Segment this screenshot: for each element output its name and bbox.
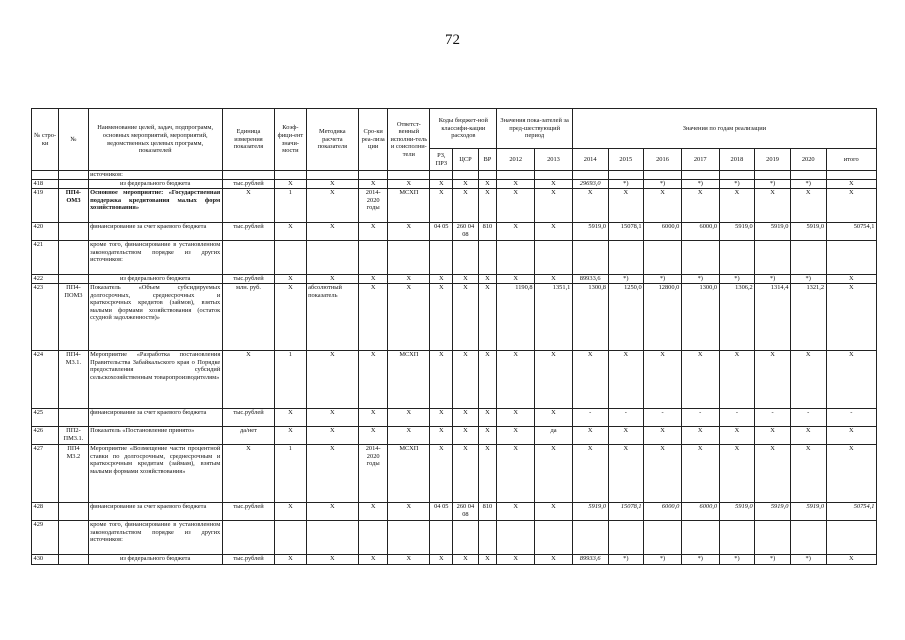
row-2016: -: [644, 409, 682, 427]
header-code: №: [59, 109, 88, 171]
row-2017: 1300,0: [681, 284, 719, 351]
row-2018: *): [719, 555, 755, 565]
row-2015: *): [608, 275, 644, 284]
row-name: финансирование за счет краевого бюджета: [88, 503, 222, 521]
row-method: X: [306, 555, 358, 565]
row-2014: 5919,0: [572, 223, 608, 241]
row-2020: X: [790, 445, 826, 503]
header-2019: 2019: [755, 149, 791, 171]
row-2015: *): [608, 555, 644, 565]
row-code: ПП4-ПОМ3: [59, 284, 88, 351]
row-2016: *): [644, 275, 682, 284]
row-2019: 5919,0: [755, 223, 791, 241]
page-number: 72: [445, 32, 460, 48]
row-coef: X: [275, 503, 306, 521]
row-resp: МСХП: [388, 445, 430, 503]
row-method: X: [306, 223, 358, 241]
row-2012: 1190,8: [497, 284, 535, 351]
row-csr: X: [453, 180, 478, 189]
row-csr: 260 04 08: [453, 223, 478, 241]
row-2015: X: [608, 445, 644, 503]
row-term: X: [359, 555, 388, 565]
row-rz: 04 05: [430, 223, 453, 241]
row-coef: 1: [275, 445, 306, 503]
row-method: абсолютный показатель: [306, 284, 358, 351]
row-vr: X: [478, 351, 497, 409]
row-number: 420: [32, 223, 59, 241]
row-unit: X: [222, 189, 274, 223]
row-2012: X: [497, 555, 535, 565]
row-name: финансирование за счет краевого бюджета: [88, 409, 222, 427]
row-name: из федерального бюджета: [88, 555, 222, 565]
row-2017: X: [681, 351, 719, 409]
row-csr: X: [453, 275, 478, 284]
row-2018: *): [719, 180, 755, 189]
row-2020: 5919,0: [790, 503, 826, 521]
row-code: ПП4-ОМ3: [59, 189, 88, 223]
table-header: [32, 109, 877, 171]
row-resp: X: [388, 275, 430, 284]
row-2018: 1306,2: [719, 284, 755, 351]
row-vr: X: [478, 427, 497, 445]
row-2012: X: [497, 503, 535, 521]
row-2016: 6000,0: [644, 503, 682, 521]
header-total: итого: [826, 149, 876, 171]
row-csr: X: [453, 427, 478, 445]
row-unit: тыс.рублей: [222, 180, 274, 189]
row-name: кроме того, финансирование в установленном законодательством порядке из других источников:: [88, 521, 222, 555]
row-2012: X: [497, 445, 535, 503]
row-coef: X: [275, 409, 306, 427]
row-2019: X: [755, 189, 791, 223]
row-csr: 260 04 08: [453, 503, 478, 521]
row-term: X: [359, 223, 388, 241]
row-2018: X: [719, 427, 755, 445]
row-unit: тыс.рублей: [222, 223, 274, 241]
row-csr: X: [453, 445, 478, 503]
row-vr: X: [478, 284, 497, 351]
table-row: [32, 223, 877, 241]
row-2016: *): [644, 180, 682, 189]
row-rz: X: [430, 351, 453, 409]
row-2012: X: [497, 189, 535, 223]
row-term: X: [359, 503, 388, 521]
header-by-years: Значения по годам реализации: [572, 109, 876, 149]
header-2012: 2012: [497, 149, 535, 171]
table-row: [32, 521, 877, 555]
row-resp: X: [388, 503, 430, 521]
header-row-no: № стро-ки: [32, 109, 59, 171]
row-number: 426: [32, 427, 59, 445]
row-total: X: [826, 284, 876, 351]
row-2020: *): [790, 275, 826, 284]
row-name: из федерального бюджета: [88, 275, 222, 284]
row-resp: X: [388, 284, 430, 351]
row-coef: X: [275, 223, 306, 241]
row-2016: 6000,0: [644, 223, 682, 241]
header-rz: РЗ, ПРЗ: [430, 149, 453, 171]
row-method: X: [306, 180, 358, 189]
row-resp: X: [388, 555, 430, 565]
row-2015: *): [608, 180, 644, 189]
row-2019: *): [755, 275, 791, 284]
row-2020: X: [790, 189, 826, 223]
header-2013: 2013: [535, 149, 573, 171]
row-coef: X: [275, 555, 306, 565]
row-2015: X: [608, 189, 644, 223]
table-row: [32, 351, 877, 409]
row-method: X: [306, 351, 358, 409]
row-name: финансирование за счет краевого бюджета: [88, 223, 222, 241]
row-2013: X: [535, 189, 573, 223]
row-number: 422: [32, 275, 59, 284]
row-unit: X: [222, 351, 274, 409]
row-total: 50754,1: [826, 503, 876, 521]
row-2016: X: [644, 351, 682, 409]
row-2014: X: [572, 351, 608, 409]
row-total: 50754,1: [826, 223, 876, 241]
row-unit: да/нет: [222, 427, 274, 445]
row-unit: тыс.рублей: [222, 503, 274, 521]
row-resp: МСХП: [388, 351, 430, 409]
row-code: ПП2-ПМ3.1.: [59, 427, 88, 445]
row-name: источников:: [88, 171, 222, 180]
row-2019: 1314,4: [755, 284, 791, 351]
header-2017: 2017: [681, 149, 719, 171]
row-term: X: [359, 351, 388, 409]
row-method: X: [306, 445, 358, 503]
row-total: X: [826, 189, 876, 223]
row-2013: да: [535, 427, 573, 445]
row-number: 425: [32, 409, 59, 427]
row-2018: *): [719, 275, 755, 284]
row-2019: X: [755, 427, 791, 445]
row-unit: млн. руб.: [222, 284, 274, 351]
row-number: 430: [32, 555, 59, 565]
row-2014: 29693,0: [572, 180, 608, 189]
table-row: [32, 189, 877, 223]
row-2015: 15078,1: [608, 503, 644, 521]
row-2013: X: [535, 503, 573, 521]
row-resp: X: [388, 223, 430, 241]
row-name: Показатель «Постановление принято»: [88, 427, 222, 445]
row-2014: 89933,6: [572, 555, 608, 565]
table-row: [32, 427, 877, 445]
row-2013: X: [535, 180, 573, 189]
row-2018: X: [719, 189, 755, 223]
row-coef: X: [275, 427, 306, 445]
row-2014: X: [572, 427, 608, 445]
row-2015: X: [608, 427, 644, 445]
row-number: 421: [32, 241, 59, 275]
row-number: 428: [32, 503, 59, 521]
row-2017: X: [681, 189, 719, 223]
row-2017: X: [681, 427, 719, 445]
row-number: 427: [32, 445, 59, 503]
row-2012: X: [497, 409, 535, 427]
header-csr: ЦСР: [453, 149, 478, 171]
row-2015: 15078,1: [608, 223, 644, 241]
row-2020: X: [790, 351, 826, 409]
row-2014: 5919,0: [572, 503, 608, 521]
row-resp: X: [388, 180, 430, 189]
row-unit: тыс.рублей: [222, 275, 274, 284]
row-term: X: [359, 409, 388, 427]
row-total: X: [826, 555, 876, 565]
row-resp: X: [388, 427, 430, 445]
row-2020: 5919,0: [790, 223, 826, 241]
header-2016: 2016: [644, 149, 682, 171]
header-coef: Коэф-фици-ент значи-мости: [275, 109, 306, 171]
row-number: 418: [32, 180, 59, 189]
row-rz: X: [430, 409, 453, 427]
row-term: X: [359, 427, 388, 445]
row-method: X: [306, 427, 358, 445]
row-term: 2014-2020 годы: [359, 445, 388, 503]
table-row: [32, 409, 877, 427]
row-code: ПП4-М3.1.: [59, 351, 88, 409]
row-unit: тыс.рублей: [222, 409, 274, 427]
row-term: 2014-2020 годы: [359, 189, 388, 223]
row-2018: -: [719, 409, 755, 427]
row-2014: X: [572, 189, 608, 223]
row-total: X: [826, 351, 876, 409]
row-csr: X: [453, 409, 478, 427]
row-rz: X: [430, 189, 453, 223]
row-name: Основное мероприятие: «Государственная поддержка кредитования малых форм хозяйствования»: [88, 189, 222, 223]
header-method: Методика расчета показателя: [306, 109, 358, 171]
table-row: [32, 284, 877, 351]
table-row: [32, 445, 877, 503]
row-2012: X: [497, 351, 535, 409]
row-number: 429: [32, 521, 59, 555]
row-2016: X: [644, 427, 682, 445]
row-2014: -: [572, 409, 608, 427]
row-2019: *): [755, 180, 791, 189]
row-rz: X: [430, 284, 453, 351]
row-csr: X: [453, 351, 478, 409]
row-coef: 1: [275, 351, 306, 409]
row-total: X: [826, 180, 876, 189]
table-row: [32, 180, 877, 189]
header-term: Сро-ки реа-лиза ции: [359, 109, 388, 171]
row-rz: X: [430, 180, 453, 189]
row-2020: X: [790, 427, 826, 445]
row-method: X: [306, 275, 358, 284]
row-2018: X: [719, 351, 755, 409]
row-vr: X: [478, 555, 497, 565]
row-vr: X: [478, 180, 497, 189]
row-rz: X: [430, 555, 453, 565]
row-rz: X: [430, 445, 453, 503]
row-2014: X: [572, 445, 608, 503]
row-code: ПП4 М3.2: [59, 445, 88, 503]
row-2014: 89933,6: [572, 275, 608, 284]
table-row: [32, 171, 877, 180]
row-2013: X: [535, 351, 573, 409]
row-name: из федерального бюджета: [88, 180, 222, 189]
program-table: [31, 108, 877, 565]
row-number: 419: [32, 189, 59, 223]
row-total: X: [826, 275, 876, 284]
header-resp: Ответст-венный исполни-тель и соисполни-тели: [388, 109, 430, 171]
row-rz: X: [430, 275, 453, 284]
row-2020: *): [790, 555, 826, 565]
header-2020: 2020: [790, 149, 826, 171]
row-coef: X: [275, 284, 306, 351]
row-name: Мероприятие «Возмещение части процентной ставки по долгосрочным, среднесрочным и краткосрочным кредитам (займам), взятым малыми формами хозяйствования»: [88, 445, 222, 503]
row-2012: X: [497, 223, 535, 241]
row-2013: X: [535, 555, 573, 565]
row-2013: X: [535, 409, 573, 427]
row-vr: X: [478, 409, 497, 427]
row-name: Показатель «Объем субсидируемых долгосрочных, среднесрочных и краткосрочных кредитов (займов), взятых малыми формами хозяйствования (остаток ссудной задолженности)»: [88, 284, 222, 351]
row-2019: -: [755, 409, 791, 427]
row-term: X: [359, 180, 388, 189]
row-2018: 5919,0: [719, 223, 755, 241]
row-method: X: [306, 409, 358, 427]
row-vr: X: [478, 445, 497, 503]
row-resp: МСХП: [388, 189, 430, 223]
row-vr: X: [478, 275, 497, 284]
row-2017: 6000,0: [681, 503, 719, 521]
row-2020: 1321,2: [790, 284, 826, 351]
row-coef: 1: [275, 189, 306, 223]
table-row: [32, 275, 877, 284]
row-2014: 1300,8: [572, 284, 608, 351]
table-row: [32, 241, 877, 275]
row-2020: -: [790, 409, 826, 427]
header-2015: 2015: [608, 149, 644, 171]
row-vr: 810: [478, 503, 497, 521]
row-rz: 04 05: [430, 503, 453, 521]
row-2018: 5919,0: [719, 503, 755, 521]
row-total: X: [826, 427, 876, 445]
header-unit: Единица измерения показателя: [222, 109, 274, 171]
row-number: 424: [32, 351, 59, 409]
row-vr: 810: [478, 223, 497, 241]
row-term: X: [359, 284, 388, 351]
header-2014: 2014: [572, 149, 608, 171]
row-resp: X: [388, 409, 430, 427]
row-vr: X: [478, 189, 497, 223]
row-csr: X: [453, 284, 478, 351]
row-name: кроме того, финансирование в установленном законодательством порядке из других источников:: [88, 241, 222, 275]
row-csr: X: [453, 555, 478, 565]
row-name: Мероприятие «Разработка постановления Правительства Забайкальского края о Порядке предоставления субсидий сельскохозяйственным товаропроизводителям»: [88, 351, 222, 409]
row-2016: X: [644, 189, 682, 223]
row-2019: X: [755, 351, 791, 409]
header-vr: ВР: [478, 149, 497, 171]
row-2016: *): [644, 555, 682, 565]
row-2017: 6000,0: [681, 223, 719, 241]
row-method: X: [306, 503, 358, 521]
row-coef: X: [275, 275, 306, 284]
row-2017: *): [681, 275, 719, 284]
row-csr: X: [453, 189, 478, 223]
header-budget-codes: Коды бюджет-ной классифи-кации расходов: [430, 109, 497, 149]
row-2015: X: [608, 351, 644, 409]
row-2019: X: [755, 445, 791, 503]
row-2019: *): [755, 555, 791, 565]
row-2017: *): [681, 555, 719, 565]
row-total: X: [826, 445, 876, 503]
row-2017: X: [681, 445, 719, 503]
row-2020: *): [790, 180, 826, 189]
row-unit: тыс.рублей: [222, 555, 274, 565]
row-2018: X: [719, 445, 755, 503]
row-2012: X: [497, 180, 535, 189]
row-2017: -: [681, 409, 719, 427]
table-row: [32, 503, 877, 521]
header-2018: 2018: [719, 149, 755, 171]
row-method: X: [306, 189, 358, 223]
row-2013: 1351,1: [535, 284, 573, 351]
table-row: [32, 555, 877, 565]
row-coef: X: [275, 180, 306, 189]
row-2017: *): [681, 180, 719, 189]
row-number: 423: [32, 284, 59, 351]
row-2015: 1250,0: [608, 284, 644, 351]
row-2012: X: [497, 427, 535, 445]
header-name: Наименование целей, задач, подпрограмм, основных мероприятий, мероприятий, ведомственных целевых программ, показателей: [88, 109, 222, 171]
row-2013: X: [535, 275, 573, 284]
row-2012: X: [497, 275, 535, 284]
row-2016: 12800,0: [644, 284, 682, 351]
row-2019: 5919,0: [755, 503, 791, 521]
row-2013: X: [535, 223, 573, 241]
row-rz: X: [430, 427, 453, 445]
row-term: X: [359, 275, 388, 284]
row-total: -: [826, 409, 876, 427]
row-2016: X: [644, 445, 682, 503]
header-prev-values: Значения пока-зателей за пред-шествующий период: [497, 109, 572, 149]
row-unit: X: [222, 445, 274, 503]
row-2015: -: [608, 409, 644, 427]
row-2013: X: [535, 445, 573, 503]
